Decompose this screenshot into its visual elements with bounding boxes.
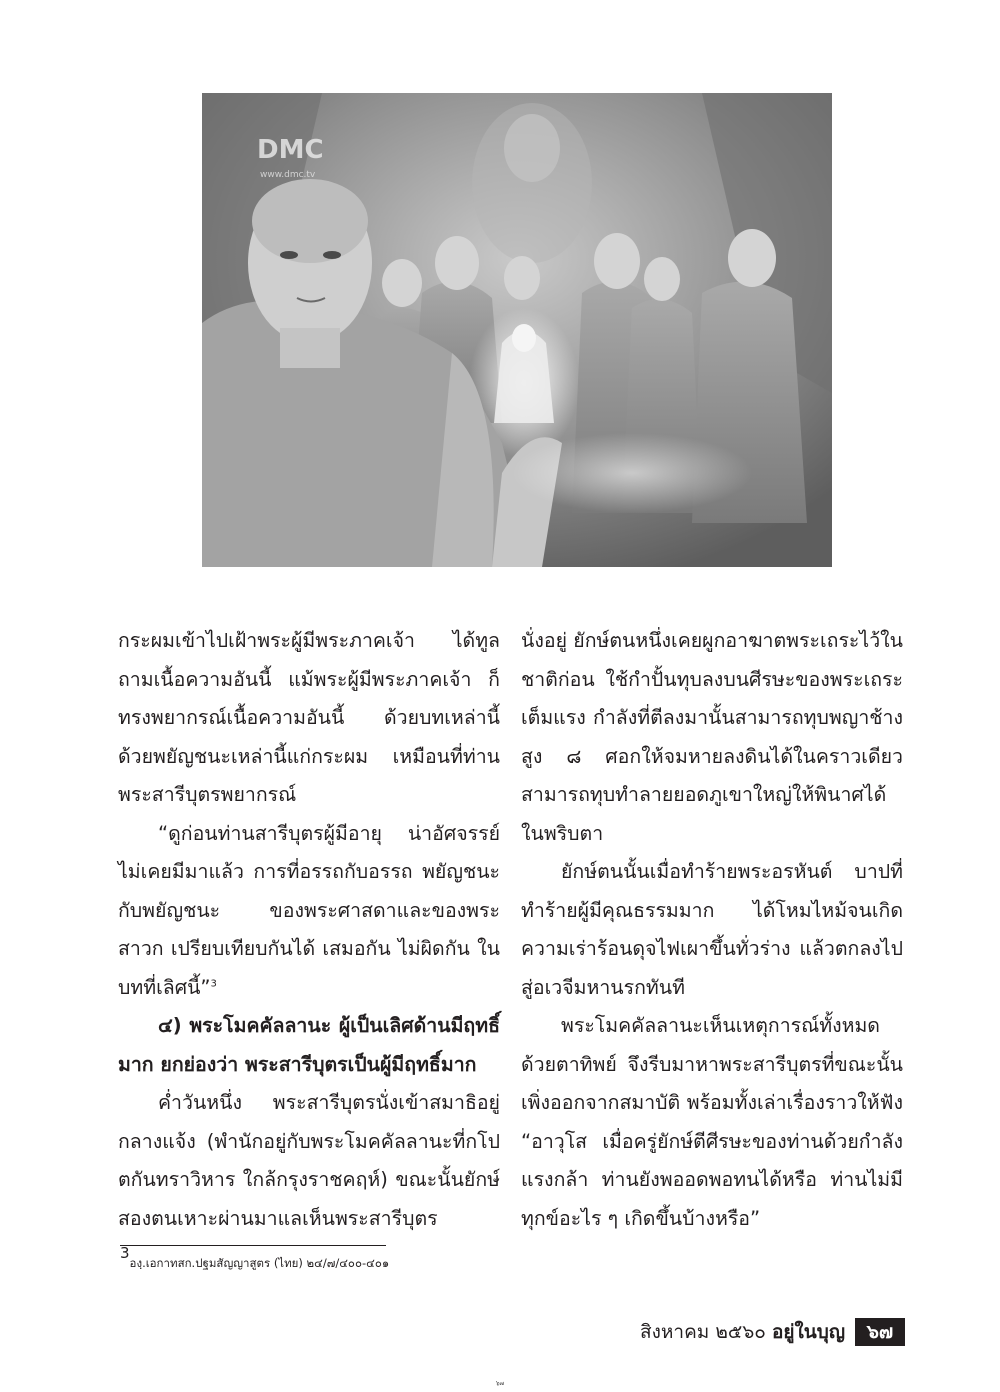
print-mark: ๖๗ [495,1380,505,1387]
magazine-name: อยู่ในบุญ [771,1321,846,1343]
illustration-monks [202,93,832,567]
page-number: ๖๗ [855,1318,905,1346]
footnote-reference: 3 [210,978,217,989]
left-paragraph-1: กระผมเข้าไปเฝ้าพระผู้มีพระภาคเจ้า ได้ทูลถามเนื้อความอันนี้ แม้พระผู้มีพระภาคเจ้า ก็ทรงพยากรณ์เนื้อความอันนี้ ด้วยบทเหล่านี้ ด้วยพยัญชนะเหล่านี้แก่กระผม เหมือนที่ท่านพระสารีบุตรพยากรณ์ [118,629,500,806]
right-column [521,622,903,1238]
illustration-art [202,93,832,567]
watermark-url: www.dmc.tv [260,170,316,180]
right-paragraph-1: นั่งอยู่ ยักษ์ตนหนึ่งเคยผูกอาฆาตพระเถระไว้ในชาติก่อน ใช้กำปั้นทุบลงบนศีรษะของพระเถระเต็มแรง กำลังที่ตีลงมานั้นสามารถทุบพญาช้างสูง ๘ ศอกให้จมหายลงดินได้ในคราวเดียว สามารถทุบทำลายยอดภูเขาใหญ่ให้พินาศได้ในพริบตา [521,629,903,845]
footnote [120,1244,520,1270]
footnote-text: องฺ.เอกาทสก.ปฐมสัญญาสูตร (ไทย) ๒๔/๗/๔๐๐-๔๐๑ [129,1256,390,1270]
right-paragraph-3: พระโมคคัลลานะเห็นเหตุการณ์ทั้งหมดด้วยตาทิพย์ จึงรีบมาหาพระสารีบุตรที่ขณะนั้นเพิ่งออกจากสมาบัติ พร้อมทั้งเล่าเรื่องราวให้ฟัง “อาวุโส เมื่อครู่ยักษ์ตีศีรษะของท่านด้วยกำลังแรงกล้า ท่านยังพออดพอทนได้หรือ ท่านไม่มีทุกข์อะไร ๆ เกิดขึ้นบ้างหรือ” [521,1014,903,1230]
footnote-number: 3 [120,1244,130,1262]
section-heading: ๔) พระโมคคัลลานะ ผู้เป็นเลิศด้านมีฤทธิ์มาก ยกย่องว่า พระสารีบุตรเป็นผู้มีฤทธิ์มาก [118,1014,500,1076]
left-paragraph-3: ค่ำวันหนึ่ง พระสารีบุตรนั่งเข้าสมาธิอยู่กลางแจ้ง (พำนักอยู่กับพระโมคคัลลานะที่กโปตกันทราวิหาร ใกล้กรุงราชคฤห์) ขณะนั้นยักษ์สองตนเหาะผ่านมาแลเห็นพระสารีบุตร [118,1091,500,1230]
left-paragraph-2: “ดูก่อนท่านสารีบุตรผู้มีอายุ น่าอัศจรรย์ ไม่เคยมีมาแล้ว การที่อรรถกับอรรถ พยัญชนะกับพยัญชนะ ของพระศาสดาและของพระสาวก เปรียบเทียบกันได้ เสมอกัน ไม่ผิดกัน ในบทที่เลิศนี้”$^3$ [118,821,500,999]
watermark-logo: DMC [257,135,324,165]
running-footer [640,1318,845,1346]
left-column [118,622,500,1238]
footnote-divider [120,1245,386,1246]
right-paragraph-2: ยักษ์ตนนั้นเมื่อทำร้ายพระอรหันต์ บาปที่ทำร้ายผู้มีคุณธรรมมาก ได้โหมไหม้จนเกิดความเร่าร้อนดุจไฟเผาขึ้นทั่วร่าง แล้วตกลงไปสู่อเวจีมหานรกทันที [521,860,903,999]
issue-date: สิงหาคม ๒๕๖๐ [640,1321,766,1343]
